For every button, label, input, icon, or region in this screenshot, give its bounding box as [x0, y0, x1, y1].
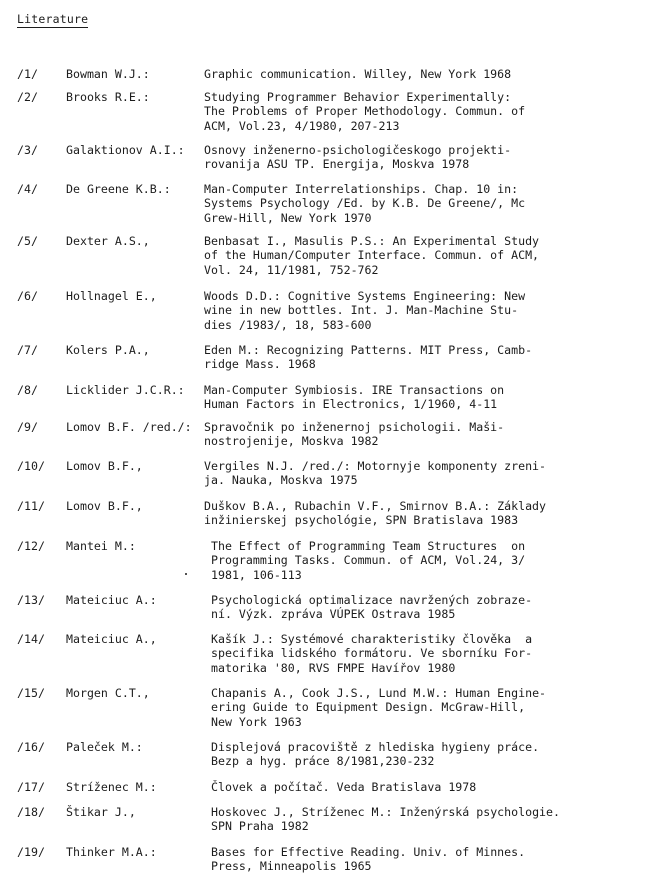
reference-text — [211, 740, 539, 769]
reference-line: Studying Programmer Behavior Experimentally: — [204, 90, 512, 104]
reference-text — [211, 593, 532, 622]
reference-line: Hoskovec J., Stríženec M.: Inženýrská psychologie. — [211, 805, 561, 819]
reference-text — [211, 539, 525, 582]
reference-line: SPN Praha 1982 — [211, 819, 309, 834]
reference-line: Osnovy inženerno-psichologičeskogo projekti- — [204, 143, 512, 157]
reference-number: /9/ — [17, 420, 38, 434]
reference-line: ní. Výzk. zpráva VÚPEK Ostrava 1985 — [211, 607, 456, 622]
reference-line: of the Human/Computer Interface. Commun. of ACM, — [204, 248, 540, 263]
reference-number: /7/ — [17, 343, 38, 357]
reference-number: /15/ — [17, 686, 45, 700]
reference-number: /8/ — [17, 383, 38, 397]
reference-text — [204, 420, 504, 449]
reference-number: /11/ — [17, 499, 45, 513]
reference-line: Vol. 24, 11/1981, 752-762 — [204, 262, 379, 277]
reference-text — [204, 289, 525, 332]
reference-line: matorika '80, RVS FMPE Havířov 1980 — [211, 660, 456, 675]
reference-author: Brooks R.E.: — [66, 90, 150, 104]
reference-number: /4/ — [17, 182, 38, 196]
reference-line: 1981, 106-113 — [211, 567, 302, 582]
stray-mark — [185, 573, 187, 575]
reference-author: Mantei M.: — [66, 539, 136, 553]
reference-author: Dexter A.S., — [66, 234, 150, 248]
reference-number: /16/ — [17, 740, 45, 754]
reference-text — [204, 459, 546, 488]
reference-line: inžinierskej psychológie, SPN Bratislava 1983 — [204, 513, 519, 528]
reference-text — [204, 182, 525, 225]
section-heading: Literature — [17, 12, 89, 26]
reference-author: Paleček M.: — [66, 740, 143, 754]
reference-author: Galaktionov A.I.: — [66, 143, 185, 157]
reference-number: /18/ — [17, 805, 45, 819]
reference-author: Lomov B.F. /red./: — [66, 420, 192, 434]
reference-number: /5/ — [17, 234, 38, 248]
reference-line: Press, Minneapolis 1965 — [211, 859, 372, 874]
reference-line: Spravočnik po inženernoj psichologii. Maši- — [204, 420, 505, 434]
reference-author: Kolers P.A., — [66, 343, 150, 357]
reference-text — [204, 499, 546, 528]
reference-author: Morgen C.T., — [66, 686, 150, 700]
reference-line: Chapanis A., Cook J.S., Lund M.W.: Human Engine- — [211, 686, 547, 700]
reference-text — [211, 805, 560, 834]
reference-line: Displejová pracoviště z hlediska hygieny práce. — [211, 740, 540, 754]
reference-line: Duškov B.A., Rubachin V.F., Smirnov B.A.: Základy — [204, 499, 547, 513]
reference-number: /19/ — [17, 845, 45, 859]
reference-text — [204, 143, 511, 172]
reference-author: Hollnagel E., — [66, 289, 157, 303]
reference-text — [204, 234, 539, 277]
reference-line: Psychologická optimalizace navržených zobraze- — [211, 593, 533, 607]
reference-line: Vergiles N.J. /red./: Motornyje komponenty zreni- — [204, 459, 547, 473]
reference-number: /1/ — [17, 67, 38, 81]
reference-line: rovanija ASU TP. Energija, Moskva 1978 — [204, 157, 470, 172]
reference-line: The Problems of Proper Methodology. Commun. of — [204, 104, 526, 119]
reference-line: Eden M.: Recognizing Patterns. MIT Press, Camb- — [204, 343, 533, 357]
reference-text — [211, 686, 546, 729]
reference-author: Licklider J.C.R.: — [66, 383, 185, 397]
reference-line: ering Guide to Equipment Design. McGraw-Hill, — [211, 700, 526, 715]
reference-line: nostrojenije, Moskva 1982 — [204, 434, 379, 449]
reference-line: The Effect of Programming Team Structures on — [211, 539, 526, 553]
reference-line: New York 1963 — [211, 714, 302, 729]
reference-line: Systems Psychology /Ed. by K.B. De Greene/, Mc — [204, 196, 526, 211]
reference-line: Graphic communication. Willey, New York 1968 — [204, 67, 512, 81]
reference-number: /14/ — [17, 632, 45, 646]
reference-number: /13/ — [17, 593, 45, 607]
reference-line: Grew-Hill, New York 1970 — [204, 210, 372, 225]
reference-line: Bases for Effective Reading. Univ. of Minnes. — [211, 845, 526, 859]
reference-author: Bowman W.J.: — [66, 67, 150, 81]
reference-author: Mateiciuc A., — [66, 632, 157, 646]
reference-text — [204, 343, 532, 372]
reference-line: Bezp a hyg. práce 8/1981,230-232 — [211, 754, 435, 769]
reference-text — [204, 90, 525, 133]
reference-line: Man-Computer Symbiosis. IRE Transactions on — [204, 383, 505, 397]
reference-text — [211, 780, 476, 794]
reference-line: Kašík J.: Systémové charakteristiky člověka a — [211, 632, 533, 646]
reference-author: Stríženec M.: — [66, 780, 157, 794]
reference-line: Human Factors in Electronics, 1/1960, 4-11 — [204, 397, 498, 412]
reference-text — [204, 383, 504, 412]
reference-number: /6/ — [17, 289, 38, 303]
reference-line: Man-Computer Interrelationships. Chap. 10 in: — [204, 182, 519, 196]
reference-line: ridge Mass. 1968 — [204, 357, 316, 372]
reference-text — [204, 67, 511, 81]
reference-number: /2/ — [17, 90, 38, 104]
reference-line: ACM, Vol.23, 4/1980, 207-213 — [204, 118, 400, 133]
reference-author: Mateiciuc A.: — [66, 593, 157, 607]
reference-number: /17/ — [17, 780, 45, 794]
reference-author: Lomov B.F., — [66, 499, 143, 513]
reference-line: Woods D.D.: Cognitive Systems Engineering: New — [204, 289, 526, 303]
reference-number: /12/ — [17, 539, 45, 553]
reference-author: Štikar J., — [66, 805, 136, 819]
reference-text — [211, 632, 532, 675]
reference-line: ja. Nauka, Moskva 1975 — [204, 473, 358, 488]
reference-line: specifika lidského formátoru. Ve sborníku For- — [211, 646, 533, 661]
reference-number: /10/ — [17, 459, 45, 473]
reference-text — [211, 845, 525, 874]
reference-author: Thinker M.A.: — [66, 845, 157, 859]
reference-author: De Greene K.B.: — [66, 182, 171, 196]
reference-line: Benbasat I., Masulis P.S.: An Experimental Study — [204, 234, 540, 248]
reference-line: Programming Tasks. Commun. of ACM, Vol.24, 3/ — [211, 553, 526, 568]
reference-number: /3/ — [17, 143, 38, 157]
reference-line: wine in new bottles. Int. J. Man-Machine Stu- — [204, 303, 519, 318]
reference-line: Človek a počítač. Veda Bratislava 1978 — [211, 780, 477, 794]
reference-line: dies /1983/, 18, 583-600 — [204, 317, 372, 332]
reference-author: Lomov B.F., — [66, 459, 143, 473]
